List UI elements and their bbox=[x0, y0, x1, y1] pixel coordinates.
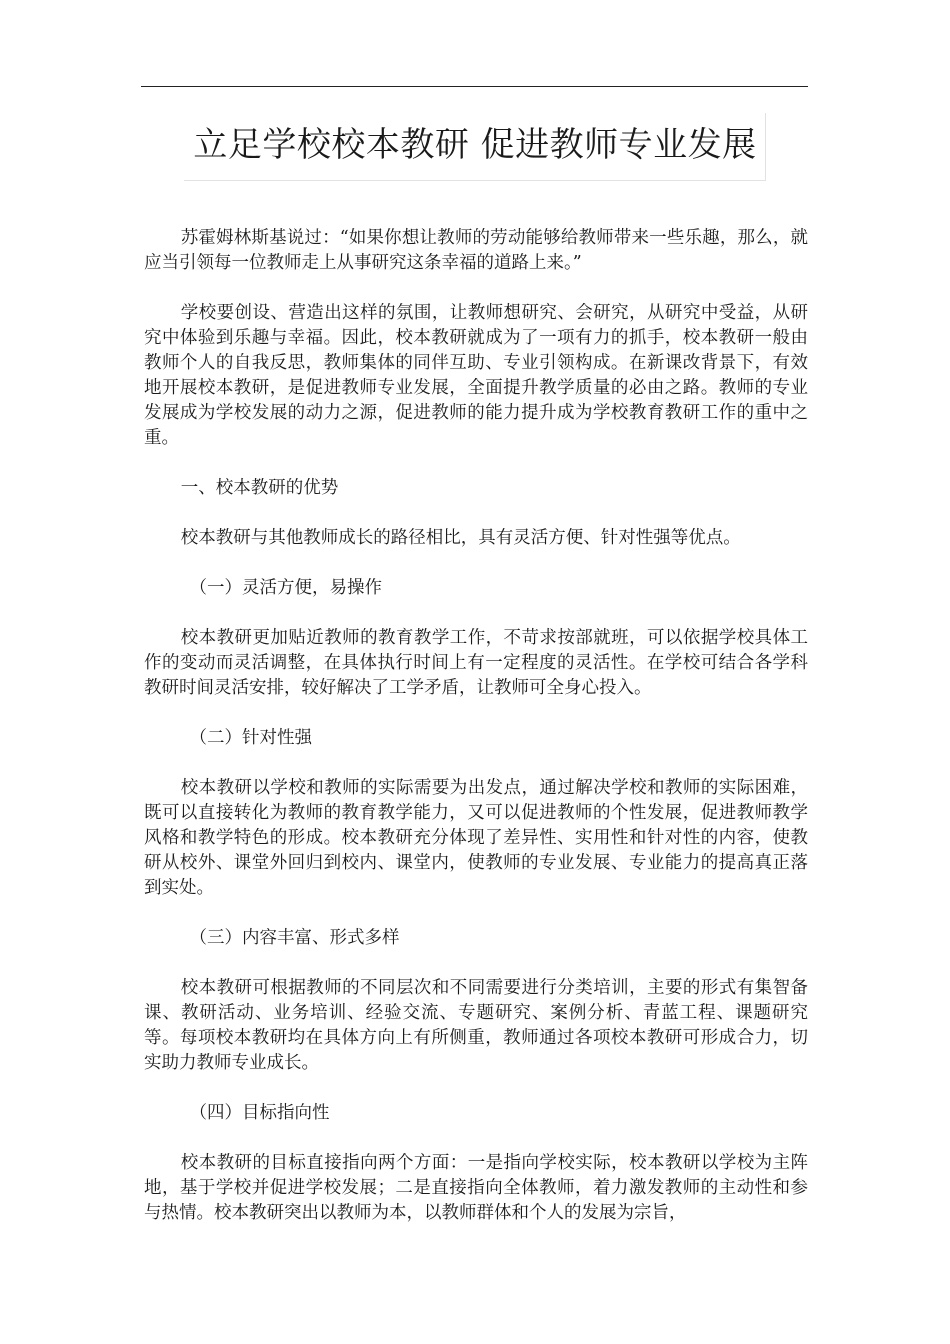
page-title: 立足学校校本教研 促进教师专业发展 bbox=[193, 125, 757, 165]
subsection-heading: （三）内容丰富、形式多样 bbox=[189, 928, 400, 948]
title-box bbox=[184, 113, 766, 181]
paragraph: 苏霍姆林斯基说过：“如果你想让教师的劳动能够给教师带来一些乐趣，那么，就应当引领每一位教师走上从事研究这条幸福的道路上来。” bbox=[144, 228, 808, 273]
paragraph: 校本教研以学校和教师的实际需要为出发点，通过解决学校和教师的实际困难，既可以直接转化为教师的教育教学能力，又可以促进教师的个性发展，促进教师教学风格和教学特色的形成。校本教研充分体现了差异性、实用性和针对性的内容，使教研从校外、课堂外回归到校内、课堂内，使教师的专业发展、专业能力的提高真正落到实处。 bbox=[144, 778, 808, 898]
paragraph: 校本教研更加贴近教师的教育教学工作，不苛求按部就班，可以依据学校具体工作的变动而灵活调整，在具体执行时间上有一定程度的灵活性。在学校可结合各学科教研时间灵活安排，较好解决了工学矛盾，让教师可全身心投入。 bbox=[144, 628, 808, 698]
paragraph: 校本教研可根据教师的不同层次和不同需要进行分类培训，主要的形式有集智备课、教研活动、业务培训、经验交流、专题研究、案例分析、青蓝工程、课题研究等。每项校本教研均在具体方向上有所侧重，教师通过各项校本教研可形成合力，切实助力教师专业成长。 bbox=[144, 978, 808, 1073]
paragraph: 校本教研的目标直接指向两个方面：一是指向学校实际，校本教研以学校为主阵地，基于学校并促进学校发展；二是直接指向全体教师，着力激发教师的主动性和参与热情。校本教研突出以教师为本，以教师群体和个人的发展为宗旨， bbox=[144, 1153, 808, 1223]
paragraph: 学校要创设、营造出这样的氛围，让教师想研究、会研究，从研究中受益，从研究中体验到乐趣与幸福。因此，校本教研就成为了一项有力的抓手，校本教研一般由教师个人的自我反思，教师集体的同伴互助、专业引领构成。在新课改背景下，有效地开展校本教研，是促进教师专业发展，全面提升教学质量的必由之路。教师的专业发展成为学校发展的动力之源，促进教师的能力提升成为学校教育教研工作的重中之重。 bbox=[144, 303, 808, 448]
subsection-heading: （一）灵活方便，易操作 bbox=[189, 578, 382, 598]
section-heading: 一、校本教研的优势 bbox=[180, 478, 339, 498]
header-rule bbox=[141, 86, 808, 87]
subsection-heading: （四）目标指向性 bbox=[189, 1103, 330, 1123]
paragraph: 校本教研与其他教师成长的路径相比，具有灵活方便、针对性强等优点。 bbox=[180, 528, 741, 548]
subsection-heading: （二）针对性强 bbox=[189, 728, 312, 748]
document-body bbox=[144, 226, 808, 1251]
